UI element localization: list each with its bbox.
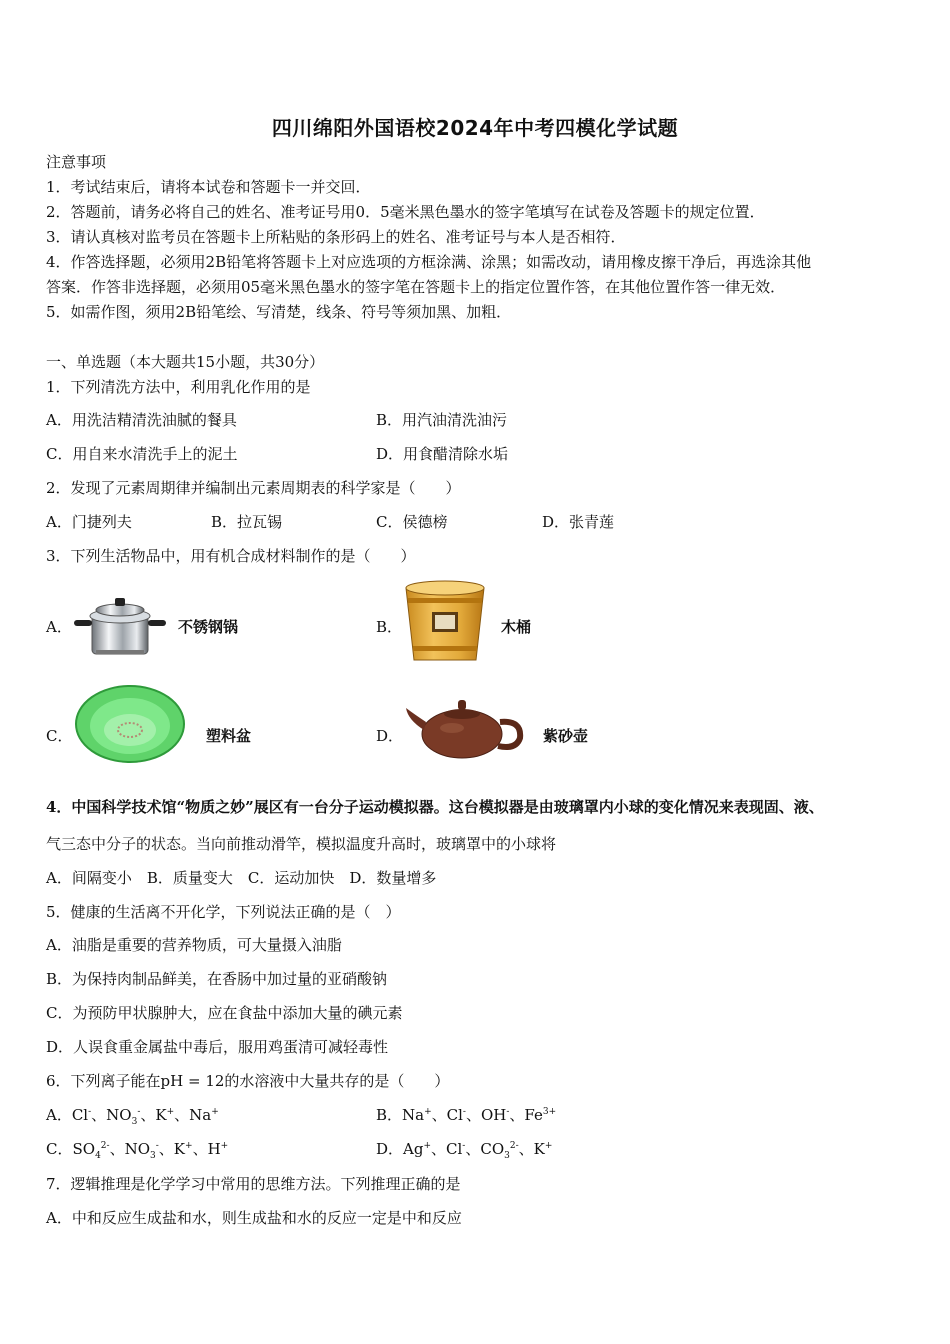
q1-option-c: C．用自来水清洗手上的泥土 bbox=[46, 445, 238, 463]
notice-item: 答案．作答非选择题，必须用05毫米黑色墨水的签字笔在答题卡上的指定位置作答，在其他位置作答一律无效． bbox=[46, 278, 786, 296]
q6-option-c: C．$SO_4^{2-}$、$NO_3^-$、K+、H+ bbox=[46, 1140, 229, 1161]
q3-option-c-letter: C． bbox=[46, 727, 73, 745]
q1-option-d: D．用食醋清除水垢 bbox=[376, 445, 509, 463]
q3-option-b-letter: B． bbox=[376, 618, 403, 636]
q7-option-a: A．中和反应生成盐和水，则生成盐和水的反应一定是中和反应 bbox=[46, 1209, 462, 1227]
q5-option-c: C．为预防甲状腺肿大，应在食盐中添加大量的碘元素 bbox=[46, 1004, 403, 1022]
question-4-stem-cont: 气三态中分子的状态。当向前推动滑竿，模拟温度升高时，玻璃罩中的小球将 bbox=[46, 835, 557, 853]
q4-options: A．间隔变小 B．质量变大 C．运动加快 D．数量增多 bbox=[46, 869, 437, 887]
plastic-basin-icon bbox=[74, 684, 186, 764]
question-5-stem: 5．健康的生活离不开化学，下列说法正确的是（ ） bbox=[46, 903, 401, 921]
q3-option-d-letter: D． bbox=[376, 727, 404, 745]
question-6-stem: 6．下列离子能在pH = 12的水溶液中大量共存的是（ ） bbox=[46, 1072, 450, 1090]
q5-option-d: D．人误食重金属盐中毒后，服用鸡蛋清可减轻毒性 bbox=[46, 1038, 389, 1056]
q6-option-b: B．Na+、Cl-、OH-、$Fe^{3+}$ bbox=[376, 1106, 557, 1124]
question-4-stem: 4．中国科学技术馆“物质之妙”展区有一台分子运动模拟器。这台模拟器是由玻璃罩内小球的变化情况来表现固、液、 bbox=[46, 798, 824, 816]
section-heading: 一、单选题（本大题共15小题，共30分） bbox=[46, 353, 325, 371]
stainless-pot-icon bbox=[72, 592, 168, 662]
q3-option-c-text: 塑料盆 bbox=[206, 727, 252, 745]
q5-option-b: B．为保持肉制品鲜美，在香肠中加过量的亚硝酸钠 bbox=[46, 970, 388, 988]
notice-item: 4．作答选择题，必须用2B铅笔将答题卡上对应选项的方框涂满、涂黑；如需改动，请用橡皮擦干净后，再选涂其他 bbox=[46, 253, 812, 271]
q6-option-a: A．Cl-、$NO_3^-$、K+、Na+ bbox=[46, 1106, 219, 1127]
q3-option-b-text: 木桶 bbox=[501, 618, 532, 636]
question-3-stem: 3．下列生活物品中，用有机合成材料制作的是（ ） bbox=[46, 547, 416, 565]
question-1-stem: 1．下列清洗方法中，利用乳化作用的是 bbox=[46, 378, 311, 396]
notice-item: 1．考试结束后，请将本试卷和答题卡一并交回． bbox=[46, 178, 371, 196]
question-7-stem: 7．逻辑推理是化学学习中常用的思维方法。下列推理正确的是 bbox=[46, 1175, 461, 1193]
notice-item: 2．答题前，请务必将自己的姓名、准考证号用0．5毫米黑色墨水的签字笔填写在试卷及答题卡的规定位置． bbox=[46, 203, 765, 221]
notice-item: 3．请认真核对监考员在答题卡上所粘贴的条形码上的姓名、准考证号与本人是否相符． bbox=[46, 228, 626, 246]
clay-teapot-icon bbox=[404, 692, 526, 762]
q3-option-d-text: 紫砂壶 bbox=[543, 727, 589, 745]
notice-heading: 注意事项 bbox=[46, 153, 107, 171]
q2-option-b: B．拉瓦锡 bbox=[211, 513, 283, 531]
page-title: 四川绵阳外国语校2024年中考四模化学试题 bbox=[271, 116, 679, 140]
q2-option-a: A．门捷列夫 bbox=[46, 513, 132, 531]
wooden-bucket-icon bbox=[400, 578, 490, 664]
q2-option-c: C．侯德榜 bbox=[376, 513, 448, 531]
q3-option-a-text: 不锈钢锅 bbox=[178, 618, 239, 636]
q1-option-a: A．用洗洁精清洗油腻的餐具 bbox=[46, 411, 237, 429]
notice-item: 5．如需作图，须用2B铅笔绘、写清楚，线条、符号等须加黑、加粗． bbox=[46, 303, 512, 321]
q3-option-a-letter: A． bbox=[46, 618, 72, 636]
q5-option-a: A．油脂是重要的营养物质，可大量摄入油脂 bbox=[46, 936, 342, 954]
q2-option-d: D．张青莲 bbox=[542, 513, 615, 531]
q6-option-d: D．Ag+、Cl-、$CO_3^{2-}$、K+ bbox=[376, 1140, 553, 1161]
q1-option-b: B．用汽油清洗油污 bbox=[376, 411, 508, 429]
question-2-stem: 2．发现了元素周期律并编制出元素周期表的科学家是（ ） bbox=[46, 479, 461, 497]
